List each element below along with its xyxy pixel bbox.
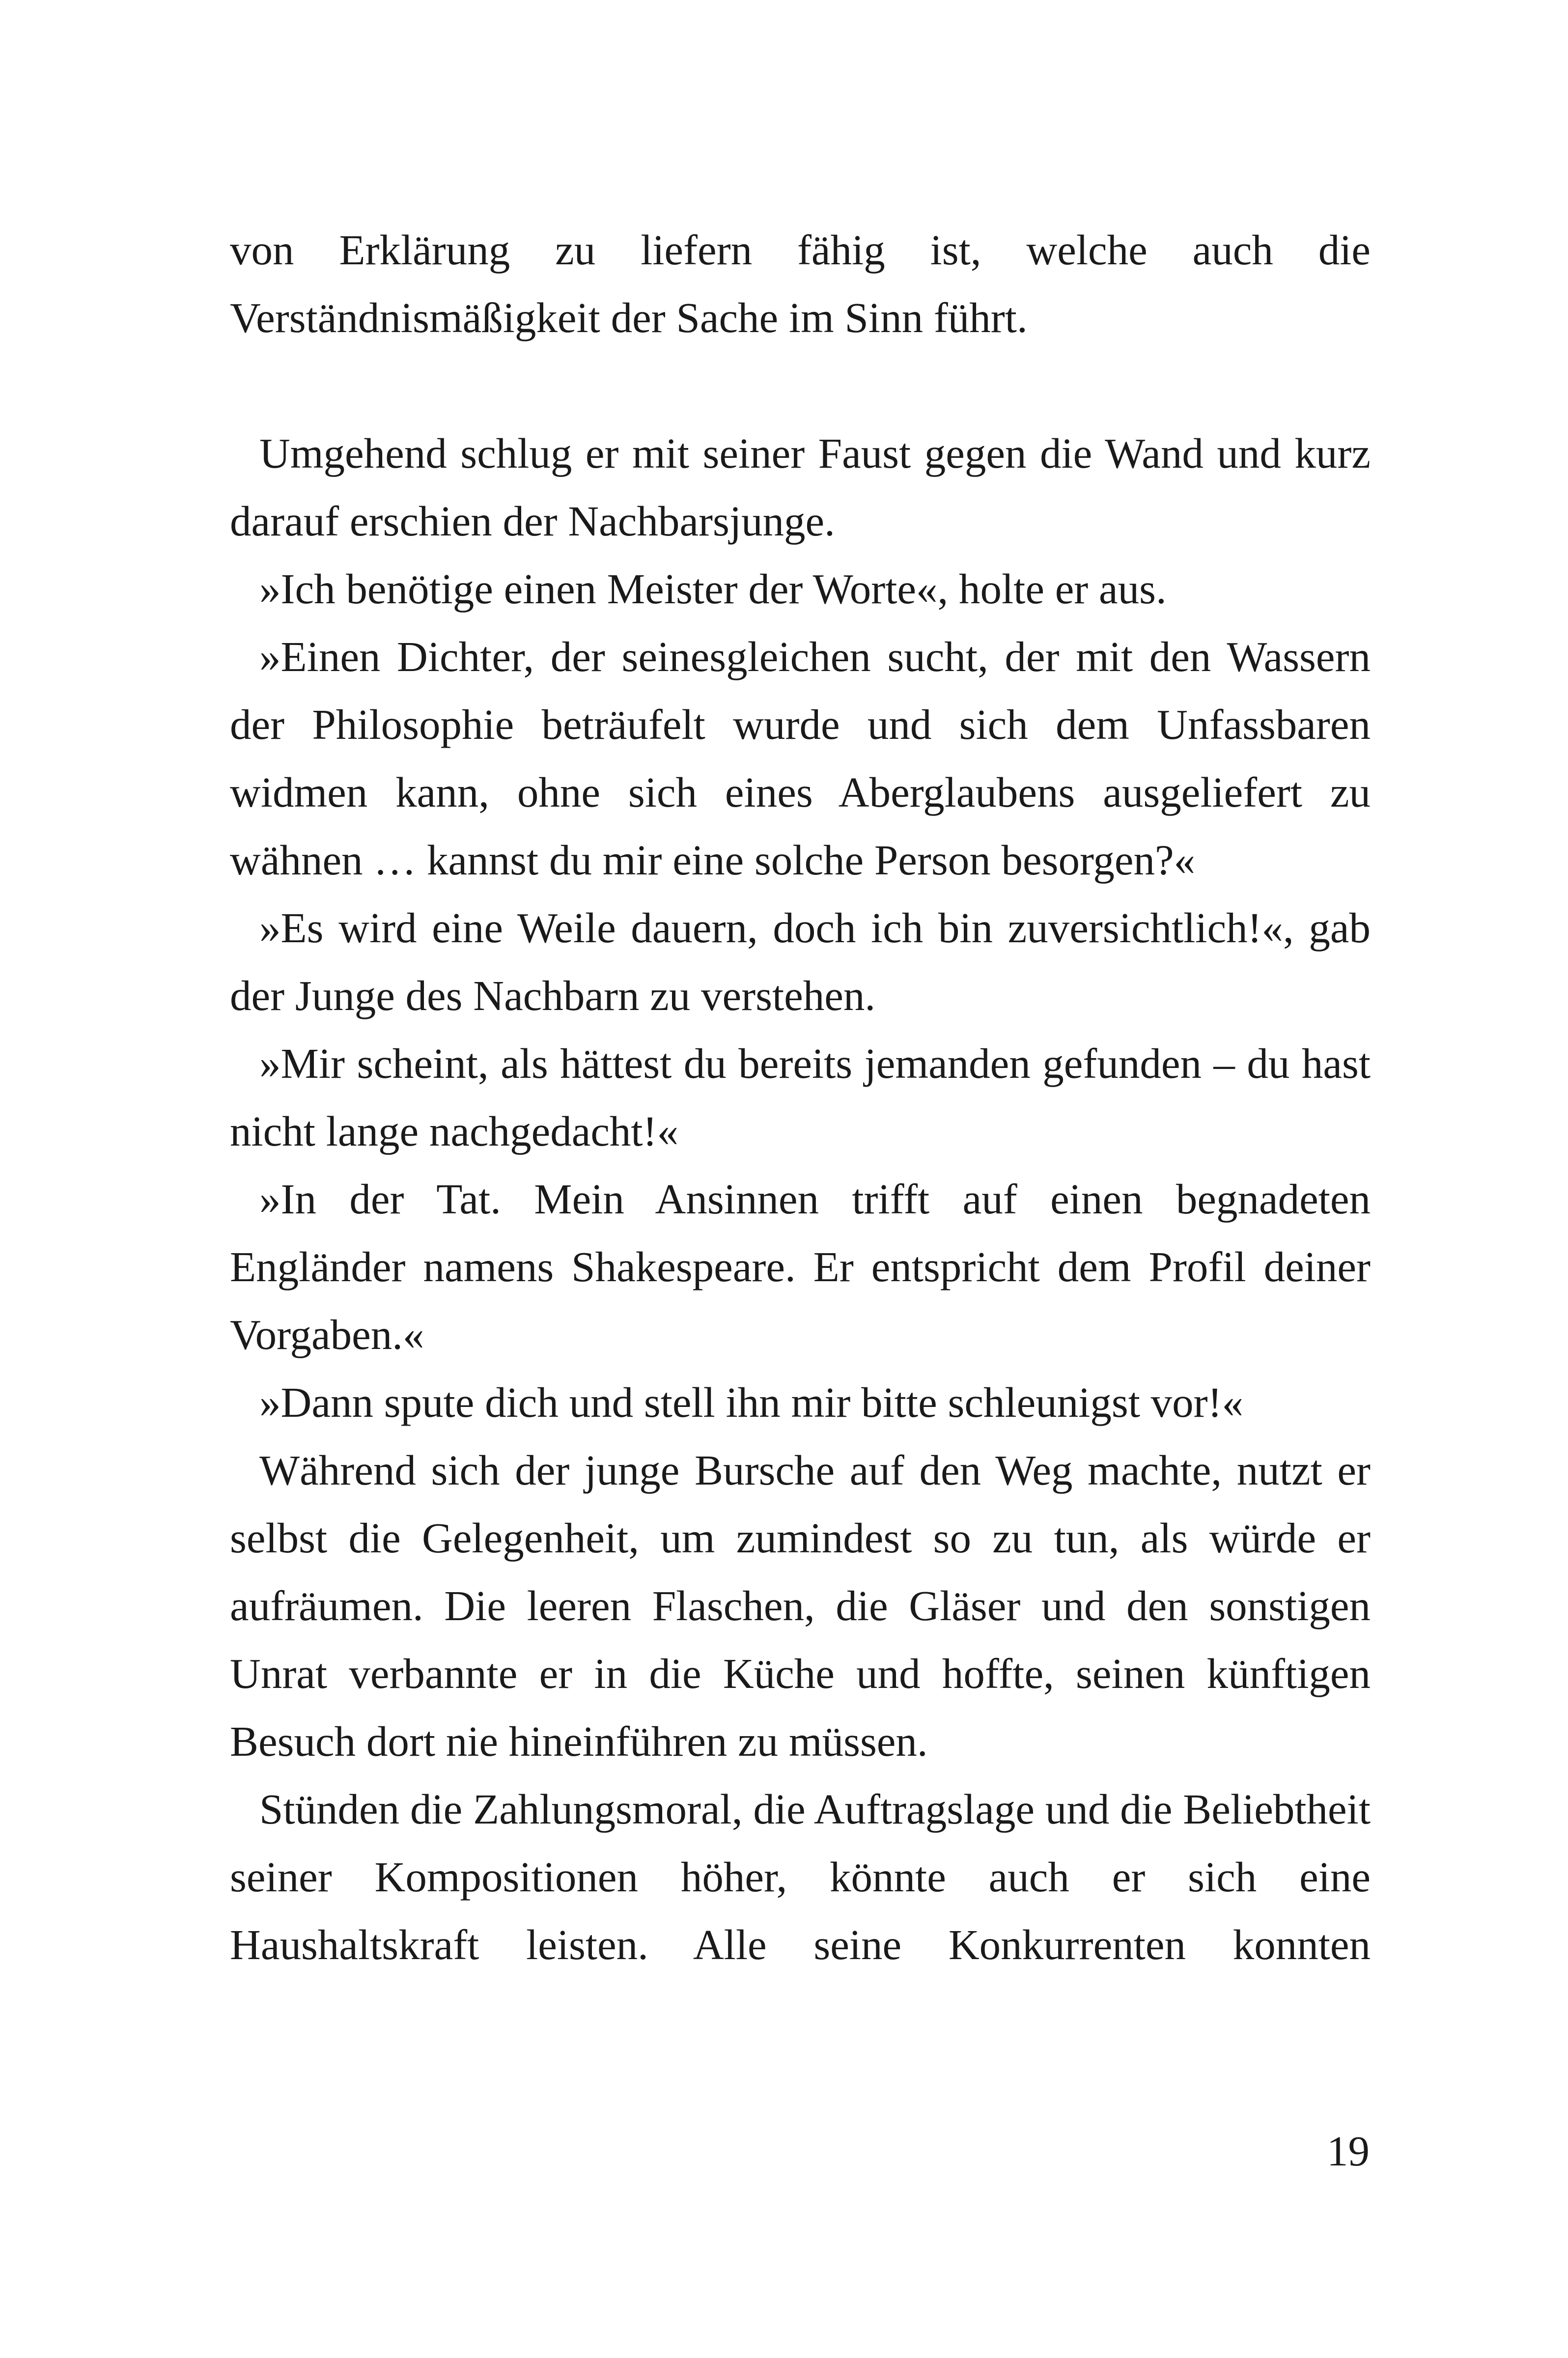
paragraph-continuation: von Erklärung zu liefern fähig ist, welche auch die Verständnismäßigkeit der Sache im Sinn führt. [230, 226, 1371, 341]
paragraph: Umgehend schlug er mit seiner Faust gegen die Wand und kurz darauf erschien der Nachbarsjunge. [230, 429, 1371, 545]
paragraph-dialogue: »In der Tat. Mein Ansinnen trifft auf einen begnadeten Engländer namens Shakespeare. Er entspricht dem Profil deiner Vorgaben.« [230, 1175, 1371, 1358]
paragraph-dialogue: »Mir scheint, als hättest du bereits jemanden gefunden – du hast nicht lange nachgedacht!« [230, 1039, 1371, 1155]
paragraph: Stünden die Zahlungsmoral, die Auftragslage und die Beliebtheit seiner Kompositionen höher, könnte auch er sich eine Haushaltskraft leisten. Alle seine Konkurrenten konnten [230, 1785, 1371, 1968]
body-text [230, 216, 1371, 1979]
paragraph: Während sich der junge Bursche auf den Weg machte, nutzt er selbst die Gelegenheit, um zumindest so zu tun, als würde er aufräumen. Die leeren Flaschen, die Gläser und den sonstigen Unrat verbannte er in die Küche und hoffte, seinen künftigen Besuch dort nie hineinführen zu müssen. [230, 1446, 1371, 1765]
paragraph-dialogue: »Ich benötige einen Meister der Worte«, holte er aus. [259, 565, 1167, 613]
page-number: 19 [1327, 2127, 1370, 2175]
paragraph-dialogue: »Es wird eine Weile dauern, doch ich bin zuversichtlich!«, gab der Junge des Nachbarn zu verstehen. [230, 904, 1371, 1019]
paragraph-dialogue: »Einen Dichter, der seinesgleichen sucht, der mit den Wassern der Philosophie beträufelt wurde und sich dem Unfassbaren widmen kann, ohne sich eines Aberglaubens ausgeliefert zu wähnen … kannst du mir eine solche Person besorgen?« [230, 633, 1371, 884]
paragraph-dialogue: »Dann spute dich und stell ihn mir bitte schleunigst vor!« [259, 1378, 1244, 1426]
